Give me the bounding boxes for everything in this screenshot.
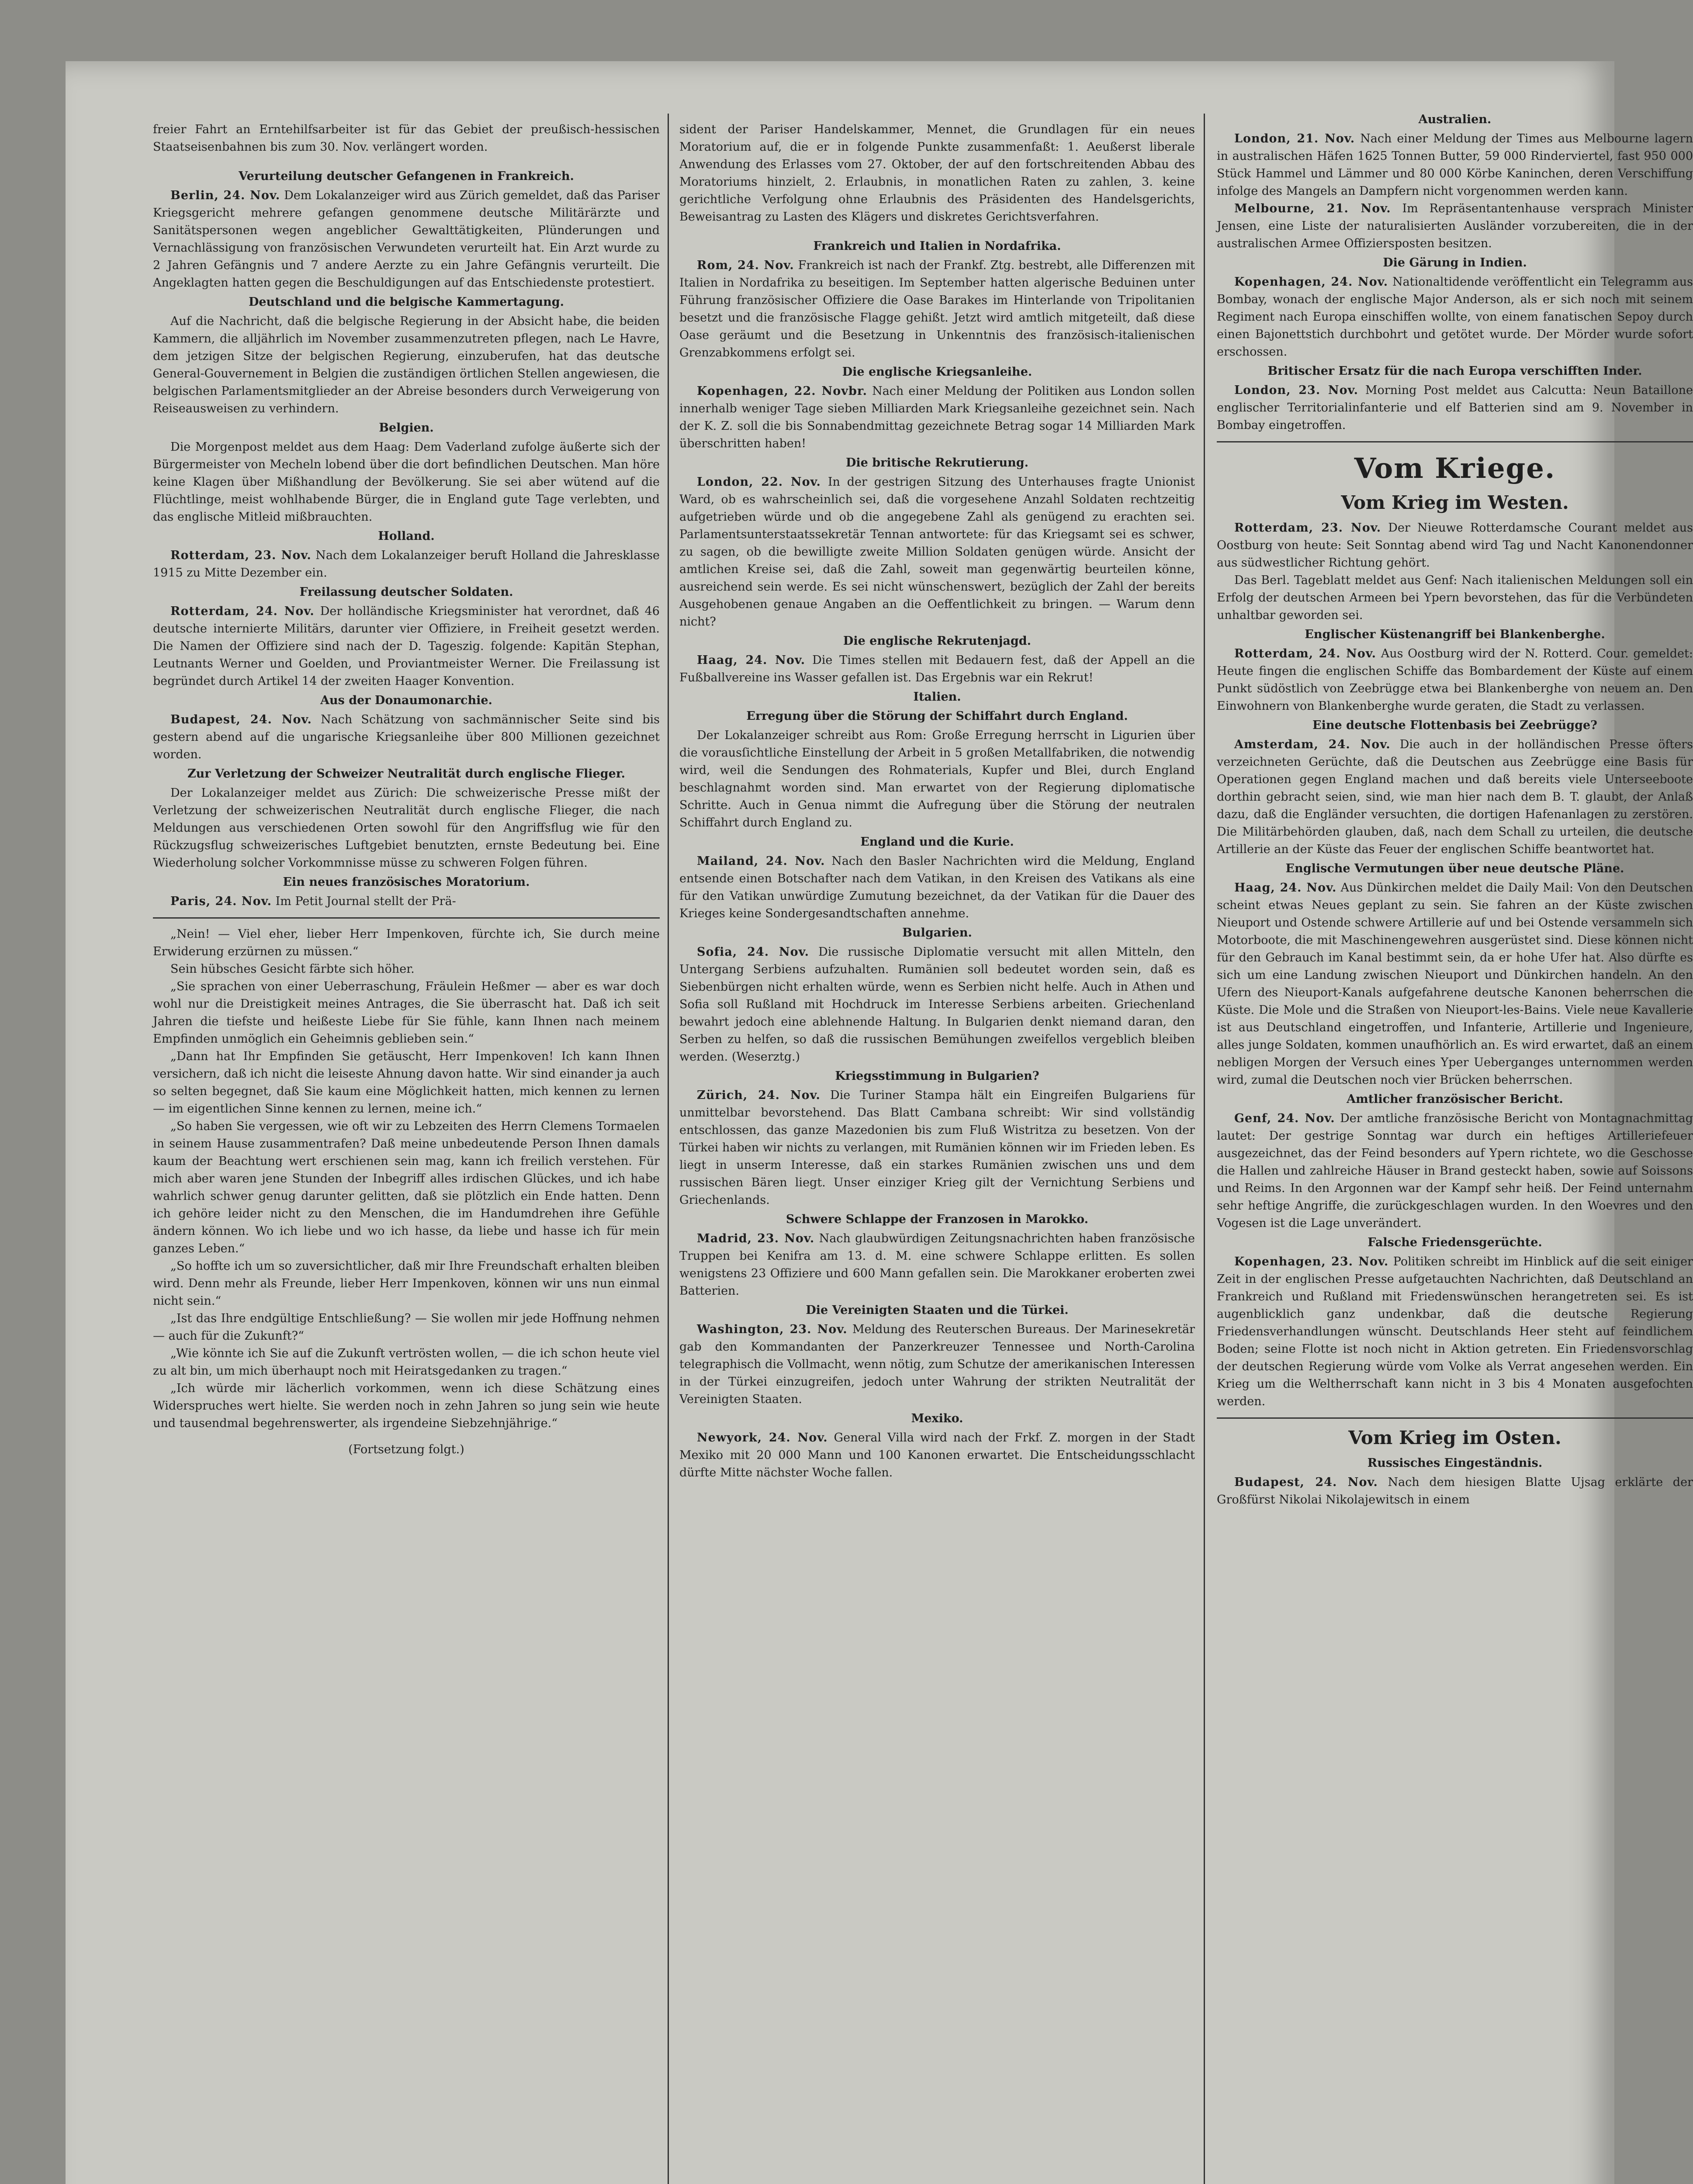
dateline: Washington, 23. Nov. [697, 1323, 848, 1336]
headline: Mexiko. [911, 1412, 963, 1425]
headline: Die britische Rekrutierung. [845, 456, 1029, 470]
subheadline: Erregung über die Störung der Schiffahrt durch England. [746, 709, 1128, 723]
section-title: Vom Kriege. [1354, 452, 1556, 485]
story-paragraph: „Nein! — Viel eher, lieber Herr Impenkoven, fürchte ich, Sie durch meine Erwiderung erzürnen zu müssen.“ [153, 927, 660, 958]
headline: Die Gärung in Indien. [1383, 256, 1527, 270]
paragraph: London, 23. Nov. Morning Post meldet aus Calcutta: Neun Bataillone englischer Territorialinfanterie und elf Batterien sind am 9. November in Bombay eingetroffen. [1217, 384, 1693, 432]
section-divider [1217, 441, 1693, 442]
paragraph: sident der Pariser Handelskammer, Mennet, die Grundlagen für ein neues Moratorium auf, die er in folgende Punkte zusammenfaßt: 1. Aeußerst liberale Anwendung des Erlasses vom 27. Oktober, der auf den fortschreitenden Abbau des Moratoriums hinzielt, 2. Erlaubnis, in monatlichen Raten zu zahlen, 3. keine gerichtliche Verfolgung ohne Erlaubnis des Präsidenten des Handelsgerichts, Beweisantrag zu Lasten des Klägers und diskretes Gerichtsverfahren. [679, 123, 1195, 224]
headline: Holland. [378, 529, 435, 543]
dateline: Berlin, 24. Nov. [170, 189, 280, 202]
dateline: Newyork, 24. Nov. [697, 1431, 828, 1444]
headline: Falsche Friedensgerüchte. [1368, 1236, 1542, 1249]
paragraph: Rotterdam, 24. Nov. Aus Oostburg wird der N. Rotterd. Cour. gemeldet: Heute fingen die englischen Schiffe das Bombardement der Küste auf einem Punkt südöstlich von Zeebrügge etwa bei Blankenberghe von neuem an. Den Einwohnern von Blankenberghe wurde geraten, die Stadt zu verlassen. [1217, 647, 1693, 713]
paragraph: Das Berl. Tageblatt meldet aus Genf: Nach italienischen Meldungen soll ein Erfolg der deutschen Armeen bei Ypern bevorstehen, das für die Verbündeten unhaltbar geworden sei. [1217, 574, 1693, 622]
dateline: Budapest, 24. Nov. [170, 713, 312, 726]
dateline: London, 21. Nov. [1234, 132, 1355, 145]
story-paragraph: „So haben Sie vergessen, wie oft wir zu Lebzeiten des Herrn Clemens Tormaelen in seinem Hause zusammentrafen? Daß meine unbedeutende Person Ihnen damals kaum der Beachtung wert erschienen sein mag, kann ich freilich verstehen. Für mich aber waren jene Stunden der Inbegriff alles irdischen Glückes, und ich habe wahrlich schwer genug darunter gelitten, daß sie plötzlich ein Ende hatten. Denn ich gehöre leider nicht zu den Menschen, die im Handumdrehen ihre Gefühle ändern können. Wo ich liebe und wo ich hasse, da liebe und hasse ich für mein ganzes Leben.“ [153, 1120, 660, 1255]
dateline: Paris, 24. Nov. [170, 895, 272, 908]
headline: Schwere Schlappe der Franzosen in Marokko. [786, 1213, 1089, 1226]
headline: Englische Vermutungen über neue deutsche Pläne. [1285, 862, 1624, 875]
dateline: Mailand, 24. Nov. [697, 854, 825, 868]
paragraph: Rotterdam, 23. Nov. Der Nieuwe Rotterdamsche Courant meldet aus Oostburg von heute: Seit Sonntag abend wird Tag und Nacht Kanonendonner aus südwestlicher Richtung gehört. [1217, 521, 1693, 570]
story-paragraph: „Wie könnte ich Sie auf die Zukunft vertrösten wollen, — die ich schon heute viel zu alt bin, um mich überhaupt noch mit Heiratsgedanken zu tragen.“ [153, 1347, 660, 1378]
headline: Eine deutsche Flottenbasis bei Zeebrügge? [1312, 719, 1597, 732]
dateline: Rotterdam, 23. Nov. [170, 549, 312, 562]
dateline: London, 22. Nov. [697, 475, 821, 489]
newspaper-page [66, 61, 1693, 2184]
dateline: Melbourne, 21. Nov. [1234, 202, 1391, 215]
dateline: Rotterdam, 24. Nov. [1234, 647, 1377, 660]
section-subtitle: Vom Krieg im Westen. [1341, 492, 1569, 513]
paragraph: freier Fahrt an Erntehilfsarbeiter ist für das Gebiet der preußisch-hessischen Staatseisenbahnen bis zum 30. Nov. verlängert worden. [153, 123, 660, 154]
headline: Belgien. [379, 421, 434, 435]
headline: Die englische Rekrutenjagd. [843, 634, 1032, 648]
paragraph: Rom, 24. Nov. Frankreich ist nach der Frankf. Ztg. bestrebt, alle Differenzen mit Italien in Nordafrika zu beseitigen. Im September hatten algerische Beduinen unter Führung französischer Offiziere die Oase Barakes im Hinterlande von Tripolitanien besetzt und die französische Flagge gehißt. Jetzt wird amtlich mitgeteilt, daß diese Oase geräumt und die Besetzung in Unkenntnis des französisch-italienischen Grenzabkommens erfolgt sei. [679, 259, 1195, 359]
continuation-note: (Fortsetzung folgt.) [348, 1443, 464, 1456]
section-divider [1217, 1417, 1693, 1419]
story-paragraph: „Ich würde mir lächerlich vorkommen, wenn ich diese Schätzung eines Widerspruches wert hielte. Sie werden noch in zehn Jahren so jung sein wie heute und tausendmal begehrenswerter, als irgendeine Siebzehnjährige.“ [153, 1382, 660, 1430]
headline: Ein neues französisches Moratorium. [283, 875, 530, 889]
paragraph: Kopenhagen, 23. Nov. Politiken schreibt im Hinblick auf die seit einiger Zeit in der englischen Presse aufgetauchten Nachrichten, daß Deutschland an Frankreich und Rußland mit Friedenswünschen herangetreten sei. Es ist augenblicklich ganz undenkbar, daß die deutsche Regierung Friedensverhandlungen wünscht. Deutschlands Heer steht auf feindlichem Boden; seine Flotte ist noch nicht in Aktion getreten. Ein Friedensvorschlag der deutschen Regierung würde vom Volke als Verrat angesehen werden. Ein Krieg um die Weltherrschaft kann nicht in 3 bis 4 Monaten ausgefochten werden. [1217, 1255, 1693, 1408]
paragraph: London, 22. Nov. In der gestrigen Sitzung des Unterhauses fragte Unionist Ward, ob es wahrscheinlich sei, daß die vorgesehene Anzahl Soldaten rechtzeitig aufgetrieben würde und ob die angegebene Zahl als genügend zu erachten sei. Parlamentsunterstaatssekretär Tennan antwortete: für das Kriegsamt sei es schwer, zu sagen, ob die bewilligte zweite Million Soldaten genügen würde. Ansicht der amtlichen Kreise sei, daß die Zahl, soweit man gegenwärtig beurteilen könne, ausreichend sein werde. Es sei nicht wünschenswert, bezüglich der Zahl der bereits Ausgehobenen genaue Angaben an die Oeffentlichkeit zu bringen. — Warum denn nicht? [679, 475, 1195, 629]
paragraph: Haag, 24. Nov. Die Times stellen mit Bedauern fest, daß der Appell an die Fußballvereine ins Wasser gefallen ist. Das Ergebnis war ein Rekrut! [679, 653, 1195, 684]
column-2 [679, 109, 1195, 2184]
dateline: Haag, 24. Nov. [1234, 881, 1337, 895]
headline: Bulgarien. [902, 926, 972, 940]
headline: Die Vereinigten Staaten und die Türkei. [806, 1303, 1069, 1317]
paragraph: Kopenhagen, 22. Novbr. Nach einer Meldung der Politiken aus London sollen innerhalb weniger Tage sieben Milliarden Mark Kriegsanleihe gezeichnet sein. Nach der K. Z. soll die bis Sonnabendmittag gezeichnete Betrag sogar 14 Milliarden Mark überschritten haben! [679, 384, 1195, 450]
dateline: Rotterdam, 24. Nov. [170, 605, 315, 618]
dateline: Zürich, 24. Nov. [697, 1089, 821, 1102]
paragraph: Rotterdam, 24. Nov. Der holländische Kriegsminister hat verordnet, daß 46 deutsche internierte Militärs, darunter vier Offiziere, in Freiheit gesetzt werden. Die Namen der Offiziere sind nach der D. Tageszig. folgende: Kapitän Stephan, Leutnants Werner und Goelden, und Proviantmeister Werner. Die Freilassung ist begründet durch Artikel 14 der zweiten Haager Konvention. [153, 605, 660, 688]
headline: Amtlicher französischer Bericht. [1347, 1092, 1563, 1106]
paragraph: Madrid, 23. Nov. Nach glaubwürdigen Zeitungsnachrichten haben französische Truppen bei Kenifra am 13. d. M. eine schwere Schlappe erlitten. Es sollen wenigstens 23 Offiziere und 600 Mann gefallen sein. Die Marokkaner eroberten zwei Batterien. [679, 1232, 1195, 1298]
dateline: London, 23. Nov. [1234, 384, 1358, 397]
headline: Australien. [1418, 113, 1492, 126]
headline: Russisches Eingeständnis. [1367, 1456, 1543, 1470]
paragraph: Paris, 24. Nov. Im Petit Journal stellt der Prä- [170, 895, 456, 908]
story-paragraph: Sein hübsches Gesicht färbte sich höher. [170, 962, 415, 976]
paragraph: Newyork, 24. Nov. General Villa wird nach der Frkf. Z. morgen in der Stadt Mexiko mit 20 000 Mann und 100 Kanonen erwartet. Die Entscheidungsschlacht dürfte Mitte nächster Woche fallen. [679, 1431, 1195, 1479]
paragraph: Melbourne, 21. Nov. Im Repräsentantenhause versprach Minister Jensen, eine Liste der naturalisierten Ausländer vorzubereiten, die in der australischen Armee Offiziersposten besitzen. [1217, 202, 1693, 250]
paragraph: Auf die Nachricht, daß die belgische Regierung in der Absicht habe, die beiden Kammern, die alljährlich im November zusammenzutreten pflegen, nach Le Havre, dem jetzigen Sitze der belgischen Regierung, einzuberufen, hat das deutsche General-Gouvernement in Belgien die zuständigen örtlichen Stellen angewiesen, die belgischen Parlamentsmitglieder an der Abreise besonders durch Verweigerung von Reiseausweisen zu verhindern. [153, 314, 660, 415]
paragraph: Der Lokalanzeiger meldet aus Zürich: Die schweizerische Presse mißt der Verletzung der schweizerischen Neutralität durch englische Flieger, die nach Meldungen aus verschiedenen Orten sowohl für den Angriffsflug wie für den Rückzugsflug schweizerisches Luftgebiet benutzten, ernste Bedeutung bei. Eine Wiederholung solcher Vorkommnisse müsse zu schweren Folgen führen. [153, 786, 660, 870]
headline: Kriegsstimmung in Bulgarien? [835, 1069, 1039, 1083]
headline: Verurteilung deutscher Gefangenen in Frankreich. [239, 169, 574, 183]
section-subtitle: Vom Krieg im Osten. [1348, 1427, 1561, 1448]
dateline: Budapest, 24. Nov. [1234, 1476, 1378, 1489]
dateline: Kopenhagen, 23. Nov. [1234, 1255, 1389, 1268]
headline: England und die Kurie. [860, 835, 1014, 849]
headline: Zur Verletzung der Schweizer Neutralität durch englische Flieger. [187, 767, 626, 781]
paragraph: Sofia, 24. Nov. Die russische Diplomatie versucht mit allen Mitteln, den Untergang Serbiens aufzuhalten. Rumänien soll bedeutet worden sein, daß es Siebenbürgen nicht erhalten würde, wenn es Serbien nicht helfe. Auch in Athen und Sofia soll Rußland mit Hochdruck im Interesse Serbiens arbeiten. Griechenland bewahrt jedoch eine ablehnende Haltung. In Bulgarien denkt niemand daran, den Serben zu helfen, so daß die russischen Bemühungen zweifellos vergeblich bleiben werden. (Weserztg.) [679, 945, 1195, 1064]
dateline: Madrid, 23. Nov. [697, 1232, 815, 1245]
feuilleton-divider [153, 917, 660, 919]
paragraph: London, 21. Nov. Nach einer Meldung der Times aus Melbourne lagern in australischen Häfen 1625 Tonnen Butter, 59 000 Rinderviertel, fast 950 000 Stück Hammel und Lämmer und 80 000 Körbe Kaninchen, deren Verschiffung infolge des Mangels an Dampfern nicht vorgenommen werden kann. [1217, 132, 1693, 198]
dateline: Haag, 24. Nov. [697, 653, 806, 667]
dateline: Kopenhagen, 22. Novbr. [697, 384, 867, 398]
column-divider [1204, 114, 1205, 2184]
dateline: Sofia, 24. Nov. [697, 945, 810, 959]
paragraph: Genf, 24. Nov. Der amtliche französische Bericht von Montagnachmittag lautet: Der gestrige Sonntag war durch ein heftiges Artilleriefeuer ausgezeichnet, das der Feind besonders auf Ypern richtete, wo die Geschosse die Hallen und zahlreiche Häuser in Brand gesteckt haben, sowie auf Soissons und Reims. In den Argonnen war der Kampf sehr heiß. Der Feind unternahm sehr heftige Angriffe, die zurückgeschlagen wurden. In den Woevres und den Vogesen ist die Lage unverändert. [1217, 1112, 1693, 1230]
story-paragraph: „Sie sprachen von einer Ueberraschung, Fräulein Heßmer — aber es war doch wohl nur die Dreistigkeit meines Antrages, die Sie überrascht hat. Daß ich seit Jahren die tiefste und heißeste Liebe für Sie fühle, kann Ihnen nach meinem Empfinden unmöglich ein Geheimnis geblieben sein.“ [153, 980, 660, 1046]
story-paragraph: „Dann hat Ihr Empfinden Sie getäuscht, Herr Impenkoven! Ich kann Ihnen versichern, daß ich nicht die leiseste Ahnung davon hatte. Wir sind einander ja auch so selten begegnet, daß Sie kaum eine Möglichkeit hatten, mich kennen zu lernen — im eigentlichen Sinne kennen zu lernen, meine ich.“ [153, 1050, 660, 1116]
column-3 [1217, 109, 1693, 2184]
headline: Deutschland und die belgische Kammertagung. [248, 295, 564, 309]
dateline: Rom, 24. Nov. [697, 259, 794, 272]
column-divider [668, 114, 669, 2184]
headline: Frankreich und Italien in Nordafrika. [813, 239, 1061, 253]
paragraph: Budapest, 24. Nov. Nach Schätzung von sachmännischer Seite sind bis gestern abend auf die ungarische Kriegsanleihe über 800 Millionen gezeichnet worden. [153, 713, 660, 761]
paragraph: Budapest, 24. Nov. Nach dem hiesigen Blatte Ujsag erklärte der Großfürst Nikolai Nikolajewitsch in einem [1217, 1476, 1693, 1507]
headline: Die englische Kriegsanleihe. [842, 365, 1032, 379]
paragraph: Der Lokalanzeiger schreibt aus Rom: Große Erregung herrscht in Ligurien über die vorausſichtliche Einstellung der Arbeit in 5 großen Metallfabriken, die notwendig wird, weil die Sendungen des Rohmaterials, Kupfer und Blei, durch England beschlagnahmt worden sind. Man erwartet von der Regierung diplomatische Schritte. Auch in Genua nimmt die Aufregung über die Störung der neutralen Schiffahrt durch England zu. [679, 729, 1195, 829]
paragraph: Haag, 24. Nov. Aus Dünkirchen meldet die Daily Mail: Von den Deutschen scheint etwas Neues geplant zu sein. Sie fahren an der Küste zwischen Nieuport und Ostende schwere Artillerie auf und bei Ostende versammeln sich Motorboote, die mit Maschinengewehren ausgerüstet sind. Diese können nicht für den Gebrauch im Kanal bestimmt sein, da er hohe Ufer hat. Also dürfte es sich um eine Landung zwischen Nieuport und Dünkirchen handeln. An den Ufern des Nieuport-Kanals aufgefahrene deutsche Kanonen beherrschen die Küste. Die Mole und die Straßen von Nieuport-les-Bains. Viele neue Kavallerie ist aus Deutschland eingetroffen, und Infanterie, Artillerie und Ingenieure, alles junge Soldaten, kommen unaufhörlich an. Es wird erwartet, daß an einem nebligen Morgen der Versuch eines Yper Ueberganges unternommen werden wird, zumal die Deutschen noch vier Brücken beherrschen. [1217, 881, 1693, 1087]
headline: Britischer Ersatz für die nach Europa verschifften Inder. [1267, 364, 1642, 378]
story-paragraph: „So hoffte ich um so zuversichtlicher, daß mir Ihre Freundschaft erhalten bleiben wird. Denn mehr als Freunde, lieber Herr Impenkoven, können wir uns nun einmal nicht sein.“ [153, 1259, 660, 1308]
headline: Italien. [913, 690, 961, 704]
headline: Aus der Donaumonarchie. [320, 694, 492, 707]
paragraph: Zürich, 24. Nov. Die Turiner Stampa hält ein Eingreifen Bulgariens für unmittelbar bevorstehend. Das Blatt Cambana schreibt: Wir sind vollständig entschlossen, das ganze Mazedonien bis zum Fluß Wistritza zu besetzen. Von der Türkei haben wir nichts zu verlangen, mit Rumänien können wir im Frieden leben. Es liegt in unserm Interesse, daß ein starkes Rumänien zwischen uns und dem russischen Bären liegt. Unser einziger Krieg gilt der Vernichtung Serbiens und Griechenlands. [679, 1089, 1195, 1207]
paragraph: Amsterdam, 24. Nov. Die auch in der holländischen Presse öfters verzeichneten Gerüchte, daß die Deutschen aus Zeebrügge eine Basis für Operationen gegen England machen und daß bereits viele Unterseeboote dorthin gebracht seien, sind, wie man hier nach dem B. T. glaubt, der Anlaß dazu, daß die Engländer versuchten, die dortigen Hafenanlagen zu zerstören. Die Militärbehörden glauben, daß, nach dem Schall zu urteilen, die deutsche Artillerie an der Küste das Feuer der englischen Schiffe beantwortet hat. [1217, 738, 1693, 856]
dateline: Kopenhagen, 24. Nov. [1234, 275, 1388, 289]
paragraph: Rotterdam, 23. Nov. Nach dem Lokalanzeiger beruft Holland die Jahresklasse 1915 zu Mitte Dezember ein. [153, 549, 660, 580]
paragraph: Washington, 23. Nov. Meldung des Reuterschen Bureaus. Der Marinesekretär gab den Kommandanten der Panzerkreuzer Tennessee und North-Carolina telegraphisch die Vollmacht, wenn nötig, zum Schutze der amerikanischen Interessen in der Türkei einzugreifen, jedoch unter Wahrung der strikten Neutralität der Vereinigten Staaten. [679, 1323, 1195, 1406]
headline: Freilassung deutscher Soldaten. [299, 585, 513, 599]
story-paragraph: „Ist das Ihre endgültige Entschließung? — Sie wollen mir jede Hoffnung nehmen — auch für die Zukunft?“ [153, 1312, 660, 1343]
paragraph: Kopenhagen, 24. Nov. Nationaltidende veröffentlicht ein Telegramm aus Bombay, wonach der englische Major Anderson, als er sich noch mit seinem Regiment nach Europa einschiffen wollte, von einem fanatischen Sepoy durch einen Bajonettstich durchbohrt und getötet wurde. Der Mörder wurde sofort erschossen. [1217, 275, 1693, 359]
paragraph: Berlin, 24. Nov. Dem Lokalanzeiger wird aus Zürich gemeldet, daß das Pariser Kriegsgericht mehrere gefangen genommene deutsche Militärärzte und Sanitätspersonen wegen angeblicher Gewalttätigkeiten, Plünderungen und Vernachlässigung von französischen Verwundeten verurteilt hat. Ein Arzt wurde zu 2 Jahren Gefängnis und 7 andere Aerzte zu ein Jahre Gefängnis verurteilt. Die Angeklagten hatten gegen die Beschuldigungen auf das Entschiedenste protestiert. [153, 189, 660, 290]
paragraph: Die Morgenpost meldet aus dem Haag: Dem Vaderland zufolge äußerte sich der Bürgermeister von Mecheln lobend über die dort befindlichen Deutschen. Man höre keine Klagen über Mißhandlung der Bevölkerung. Sie sei aber wütend auf die Flüchtlinge, meist wohlhabende Bürger, die in England gute Tage verlebten, und das englische Mitleid mißbrauchten. [153, 440, 660, 524]
paragraph: Mailand, 24. Nov. Nach den Basler Nachrichten wird die Meldung, England entsende einen Botschafter nach dem Vatikan, in den Kreisen des Vatikans als eine für den Vatikan unwürdige Zumutung bezeichnet, da der Vatikan für die Dauer des Krieges keine Sondergesandtschaften annehme. [679, 854, 1195, 920]
dateline: Genf, 24. Nov. [1234, 1112, 1335, 1125]
column-1 [153, 109, 660, 2184]
dateline: Amsterdam, 24. Nov. [1234, 738, 1391, 751]
headline: Englischer Küstenangriff bei Blankenberghe. [1305, 628, 1605, 641]
dateline: Rotterdam, 23. Nov. [1234, 521, 1381, 535]
